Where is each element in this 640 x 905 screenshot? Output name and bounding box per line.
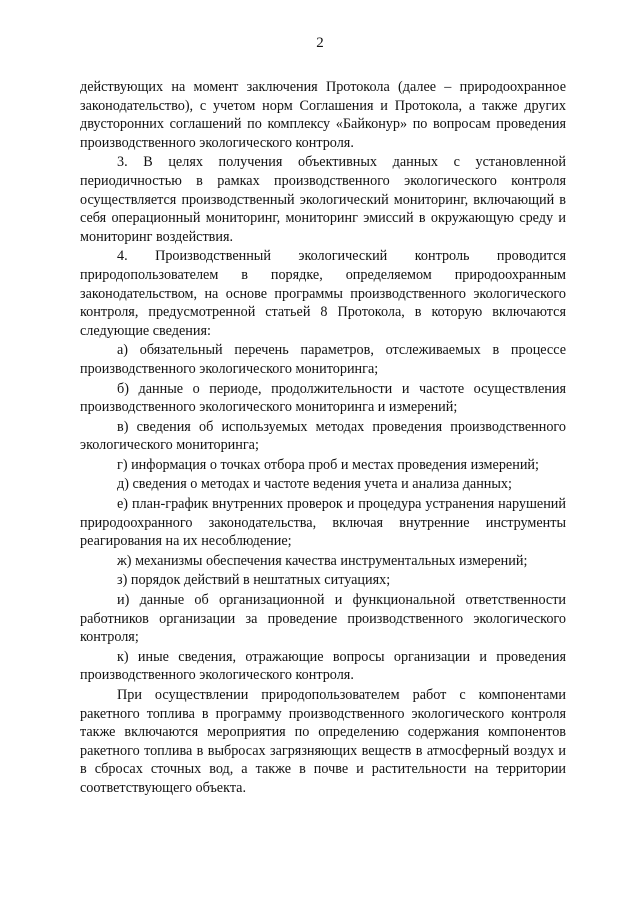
list-item-g: г) информация о точках отбора проб и местах проведения измерений; [117,456,539,473]
paragraph-rocket-fuel: При осуществлении природопользователем работ с компонентами ракетного топлива в программу производственного экологического контроля также включаются мероприятия по определению содержания компонентов ракетного топлива в выбросах загрязняющих веществ в атмосферный воздух и в сбросах сточных вод, а также в почве и растительности на территории соответствующего объекта. [80,687,566,796]
list-item-e: е) план-график внутренних проверок и процедура устранения нарушений природоохранного законодательства, включая внутренние инструменты реагирования на их несоблюдение; [80,496,566,550]
list-item-zh: ж) механизмы обеспечения качества инструментальных измерений; [117,552,528,569]
list-item-b: б) данные о периоде, продолжительности и частоте осуществления производственного экологического мониторинга и измерений; [80,380,566,416]
document-body [80,78,566,798]
list-item-v: в) сведения об используемых методах проведения производственного экологического мониторинга; [80,418,566,454]
list-item-a: а) обязательный перечень параметров, отслеживаемых в процессе производственного экологического мониторинга; [80,342,566,377]
list-item-k: к) иные сведения, отражающие вопросы организации и проведения производственного экологического контроля. [80,648,566,684]
list-item-i: и) данные об организационной и функциональной ответственности работников организации за проведение производственного экологического контроля; [80,592,566,646]
paragraph-item-4: 4. Производственный экологический контроль проводится природопользователем в порядке, определяемом природоохранным законодательством, на основе программы производственного экологического контроля, предусмотренной статьей 8 Протокола, в которую включаются следующие сведения: [80,248,566,339]
page-number: 2 [316,35,324,51]
paragraph-continuation: действующих на момент заключения Протокола (далее – природоохранное законодательство), с учетом норм Соглашения и Протокола, а также других двусторонних соглашений по комплексу «Байконур» по вопросам проведения производственного экологического контроля. [80,79,566,151]
list-item-d: д) сведения о методах и частоте ведения учета и анализа данных; [117,476,512,493]
list-item-z: з) порядок действий в нештатных ситуациях; [117,572,391,589]
paragraph-item-3: 3. В целях получения объективных данных с установленной периодичностью в рамках производственного экологического контроля осуществляется производственный экологический мониторинг, включающий в себя операционный мониторинг, мониторинг эмиссий в окружающую среду и мониторинг воздействия. [80,154,566,245]
